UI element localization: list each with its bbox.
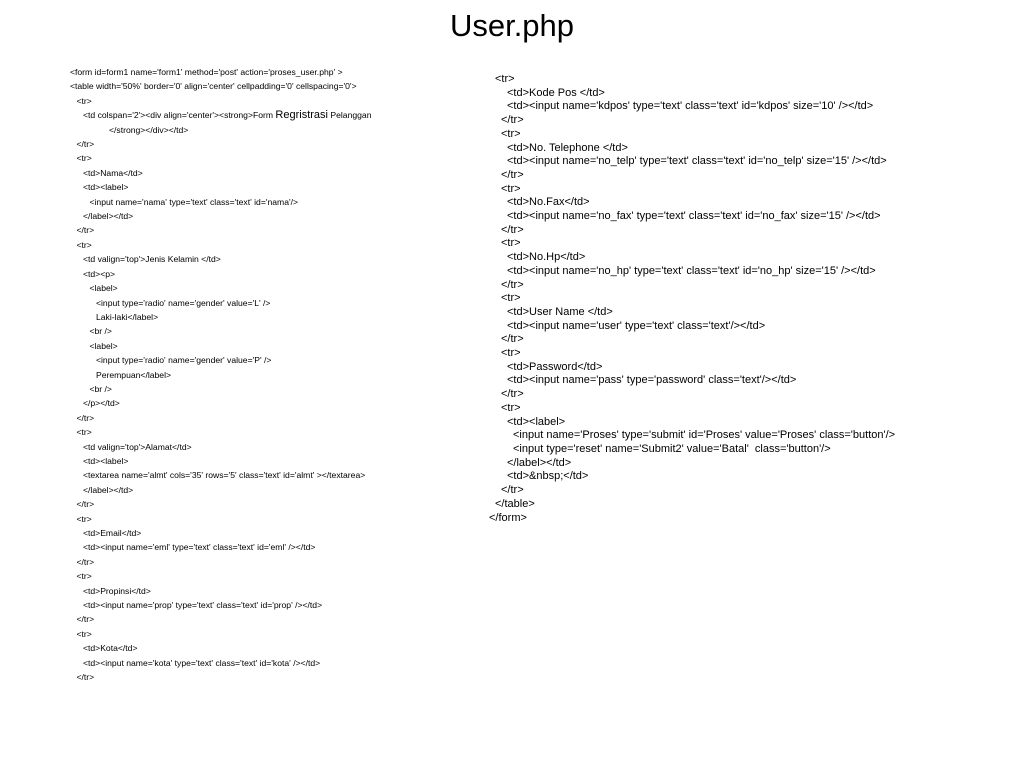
code-line [70,569,470,583]
code-line [489,374,1019,388]
code-text: <tr> [76,513,92,524]
code-line [70,526,470,540]
code-line [489,265,1019,279]
code-line [489,224,1019,238]
code-text: <tr> [501,347,521,360]
code-text: <tr> [76,571,92,582]
code-line [489,279,1019,293]
code-text: </tr> [501,278,524,291]
code-line [70,151,470,165]
code-line [70,656,470,670]
code-text: <input type='reset' name='Submit2' value='Batal' class='button'/> [513,442,831,455]
code-line [70,468,470,482]
code-line [70,180,470,194]
code-text: <input type='radio' name='gender' value='P' /> [96,355,272,366]
code-line [70,512,470,526]
code-line [70,483,470,497]
code-line [70,584,470,598]
code-line [70,368,470,382]
code-line [70,641,470,655]
code-line [70,123,470,137]
code-line [489,484,1019,498]
code-text: <td><input name='no_hp' type='text' class='text' id='no_hp' size='15' /></td> [507,264,876,277]
code-text: <tr> [76,427,92,438]
code-listing-left [70,65,470,684]
code-line [70,209,470,223]
code-line [70,612,470,626]
code-text: </tr> [76,412,95,423]
code-text: </tr> [76,556,95,567]
code-line [70,281,470,295]
code-text: </table> [495,497,535,510]
code-text: </tr> [76,614,95,625]
code-text: <td><input name='no_telp' type='text' class='text' id='no_telp' size='15' /></td> [507,155,887,168]
code-text: <td>No. Telephone </td> [507,141,628,154]
code-line [70,440,470,454]
code-text: <td valign='top'>Alamat</td> [83,441,192,452]
code-text: <td>Kota</td> [83,643,138,654]
code-text: <br /> [89,383,112,394]
code-line [489,87,1019,101]
code-line [70,166,470,180]
code-line [489,251,1019,265]
code-text: <tr> [501,401,521,414]
code-line [489,306,1019,320]
code-line [70,353,470,367]
code-line [70,598,470,612]
code-text: <tr> [501,182,521,195]
code-line [489,210,1019,224]
code-text: </tr> [76,139,95,150]
code-line [489,196,1019,210]
code-text: <td><input name='no_fax' type='text' class='text' id='no_fax' size='15' /></td> [507,210,881,223]
code-text: </tr> [76,225,95,236]
slide-title: User.php [449,8,575,43]
code-text: <td>Kode Pos </td> [507,86,605,99]
code-text: </strong></div></td> [109,124,189,135]
code-line [70,252,470,266]
code-line [489,237,1019,251]
code-text: <label> [89,340,118,351]
code-text: <td><input name='prop' type='text' class='text' id='prop' /></td> [83,600,323,611]
code-line [489,169,1019,183]
code-line [489,361,1019,375]
code-line [70,94,470,108]
code-line [489,128,1019,142]
code-line [489,429,1019,443]
code-line [70,108,470,122]
code-line [489,155,1019,169]
code-line [489,498,1019,512]
code-line [70,65,470,79]
code-text: <table width='50%' border='0' align='center' cellpadding='0' cellspacing='0'> [70,81,357,92]
code-line [489,292,1019,306]
code-line [489,320,1019,334]
code-text: </tr> [501,168,524,181]
code-line [70,454,470,468]
code-line [489,388,1019,402]
code-text: </tr> [501,114,524,127]
code-text: </tr> [501,388,524,401]
code-line [489,402,1019,416]
code-text: <br /> [89,326,112,337]
code-text: <td><input name='pass' type='password' class='text'/></td> [507,374,797,387]
code-text: </p></td> [83,398,120,409]
code-line [489,73,1019,87]
code-text: <td>No.Fax</td> [507,196,590,209]
code-line [70,296,470,310]
code-line [70,540,470,554]
code-text: <td><input name='kota' type='text' class='text' id='kota' /></td> [83,657,321,668]
code-text: </tr> [501,333,524,346]
code-text: <tr> [501,292,521,305]
code-line [70,238,470,252]
code-line [70,555,470,569]
code-text: <input type='radio' name='gender' value='L' /> [96,297,271,308]
code-text: <td><p> [83,268,116,279]
code-text: <td>Email</td> [83,528,142,538]
code-text: <input name='Proses' type='submit' id='Proses' value='Proses' class='button'/> [513,429,896,442]
code-text: <td>User Name </td> [507,305,613,318]
code-line [70,79,470,93]
code-line [70,310,470,324]
code-text: <td>Propinsi</td> [83,585,151,596]
code-line [70,137,470,151]
code-text: <td><input name='eml' type='text' class='text' id='eml' /></td> [83,542,316,553]
code-line [489,114,1019,128]
code-line [70,223,470,237]
code-line [70,670,470,684]
code-text: <td><input name='kdpos' type='text' class='text' id='kdpos' size='10' /></td> [507,100,874,113]
code-line [70,382,470,396]
code-text: <td>Nama</td> [83,167,143,178]
code-text: <form id=form1 name='form1' method='post' action='proses_user.php' > [70,67,343,77]
code-line [70,497,470,511]
code-line [489,183,1019,197]
code-line [70,267,470,281]
code-text: </tr> [76,672,95,683]
code-line [489,100,1019,114]
code-line [489,347,1019,361]
code-line [70,627,470,641]
code-text: <label> [89,283,118,294]
code-text: <tr> [76,239,92,250]
code-text: </label></td> [83,484,134,495]
code-line [489,416,1019,430]
code-text: <td><label> [507,415,566,428]
code-text: <td><label> [83,455,129,466]
code-text: <tr> [76,628,92,639]
code-text: <textarea name='almt' cols='35' rows='5' class='text' id='almt' ></textarea> [83,470,366,481]
code-text: <tr> [76,95,92,106]
code-text: <td><label> [83,182,129,193]
code-text: <tr> [501,237,521,250]
code-line [70,195,470,209]
code-text: <tr> [76,153,92,164]
code-text: </label></td> [507,456,572,469]
code-text: <td>Password</td> [507,360,603,373]
code-text: Perempuan</label> [96,369,172,380]
code-line [489,470,1019,484]
code-text: Laki-laki</label> [96,311,159,322]
code-text: <td colspan='2'><div align='center'><strong>Form [83,110,276,121]
code-line [70,425,470,439]
code-line [70,396,470,410]
code-line [489,457,1019,471]
code-line [70,324,470,338]
code-text: <td>&nbsp;</td> [507,470,589,483]
code-text: <tr> [495,73,515,85]
code-line [489,512,1019,526]
code-line [489,333,1019,347]
code-text: <td>No.Hp</td> [507,251,586,264]
code-text: <tr> [501,127,521,140]
code-line [70,411,470,425]
code-line [489,142,1019,156]
code-line [70,339,470,353]
code-text: <input name='nama' type='text' class='text' id='nama'/> [89,196,299,207]
code-text-emphasis: Regristrasi [275,109,328,122]
code-text: <td><input name='user' type='text' class='text'/></td> [507,319,766,332]
code-line [489,443,1019,457]
code-text: </label></td> [83,211,134,222]
code-text: </tr> [76,499,95,510]
code-listing-right [489,73,1019,525]
code-text: <td valign='top'>Jenis Kelamin </td> [83,254,221,265]
code-text-tail: Pelanggan [327,110,372,121]
code-text: </form> [489,511,527,524]
code-text: </tr> [501,223,524,236]
code-text: </tr> [501,484,524,497]
